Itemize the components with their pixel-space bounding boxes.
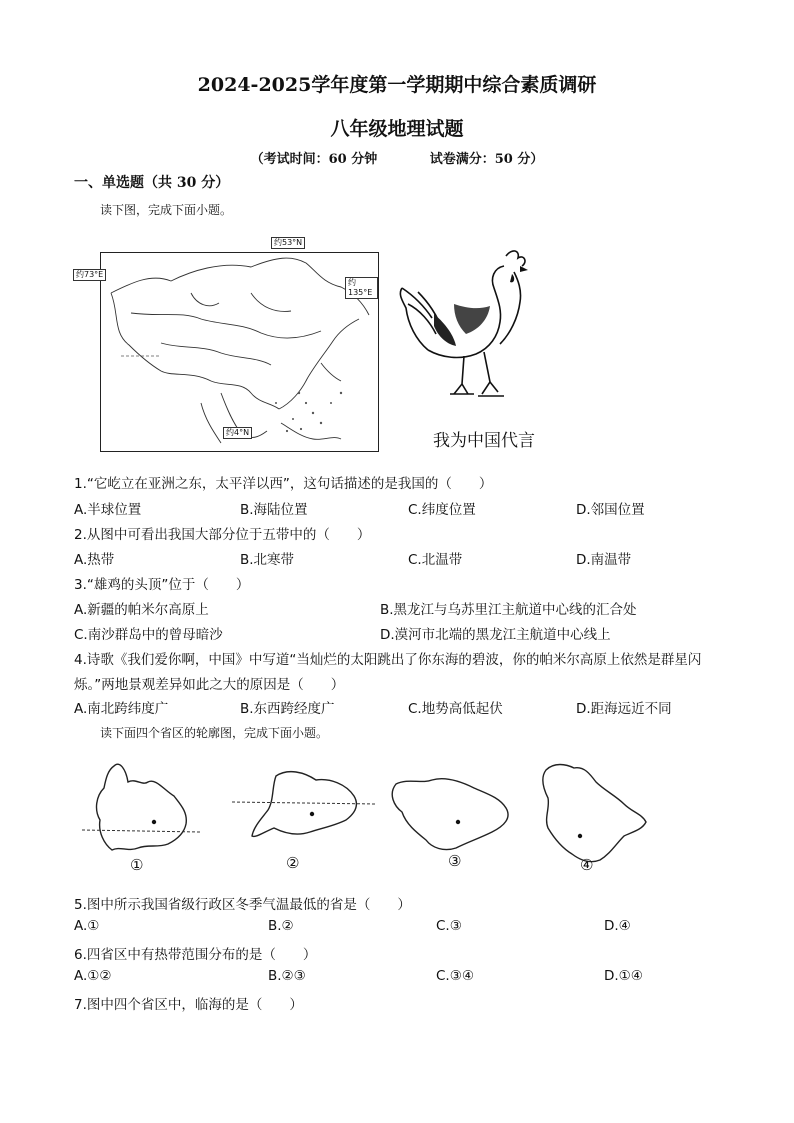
province-outlines-figure	[76, 752, 656, 878]
q3-option-c: C.南沙群岛中的曾母暗沙	[74, 627, 223, 643]
province-3-number: ③	[448, 852, 462, 870]
section-title: 一、单选题（共 30 分）	[74, 175, 230, 191]
question-1-stem: 1.“它屹立在亚洲之东，太平洋以西”，这句话描述的是我国的（ ）	[74, 476, 493, 492]
q5-option-b: B.②	[268, 918, 294, 934]
map-label-east: 约135°E	[345, 277, 378, 299]
q3-option-b: B.黑龙江与乌苏里江主航道中心线的汇合处	[380, 602, 637, 618]
province-outlines-drawing	[76, 752, 656, 878]
q4-option-a: A.南北跨纬度广	[74, 701, 169, 717]
rooster-caption: 我为中国代言	[433, 431, 535, 451]
q6-option-c: C.③④	[436, 968, 474, 984]
question-6-stem: 6.四省区中有热带范围分布的是（ ）	[74, 947, 317, 963]
q4-option-b: B.东西跨经度广	[240, 701, 335, 717]
question-4-stem-continued: 烁。”两地景观差异如此之大的原因是（ ）	[74, 677, 345, 693]
china-map-drawing	[101, 253, 378, 451]
q3-option-a: A.新疆的帕米尔高原上	[74, 602, 209, 618]
q3-option-d: D.漠河市北端的黑龙江主航道中心线上	[380, 627, 611, 643]
q6-option-a: A.①②	[74, 968, 112, 984]
province-2-number: ②	[286, 854, 300, 872]
q4-option-c: C.地势高低起伏	[408, 701, 503, 717]
question-4-stem: 4.诗歌《我们爱你啊，中国》中写道“当灿烂的太阳跳出了你东海的碧波，你的帕米尔高原上依然是群星闪	[74, 652, 702, 668]
province-1-number: ①	[130, 856, 144, 874]
exam-title: 2024-2025学年度第一学期期中综合素质调研	[197, 74, 597, 96]
question-2-stem: 2.从图中可看出我国大部分位于五带中的（ ）	[74, 527, 371, 543]
map-label-west: 约73°E	[73, 269, 106, 281]
q5-option-d: D.④	[604, 918, 631, 934]
full-score: 试卷满分：50 分）	[429, 152, 544, 167]
question-5-stem: 5.图中所示我国省级行政区冬季气温最低的省是（ ）	[74, 897, 411, 913]
map-label-south: 约4°N	[223, 427, 252, 439]
exam-time: （考试时间：60 分钟	[250, 152, 378, 167]
q2-option-c: C.北温带	[408, 552, 463, 568]
q2-option-a: A.热带	[74, 552, 115, 568]
q5-option-a: A.①	[74, 918, 100, 934]
exam-meta	[0, 148, 794, 167]
exam-subtitle: 八年级地理试题	[330, 118, 464, 140]
q1-option-d: D.邻国位置	[576, 502, 645, 518]
q2-option-d: D.南温带	[576, 552, 632, 568]
q4-option-d: D.距海远近不同	[576, 701, 672, 717]
province-4-number: ④	[580, 856, 594, 874]
instruction-1: 读下图，完成下面小题。	[100, 203, 233, 217]
q6-option-d: D.①④	[604, 968, 643, 984]
question-3-stem: 3.“雄鸡的头顶”位于（ ）	[74, 577, 250, 593]
china-map-figure	[76, 238, 379, 452]
q1-option-a: A.半球位置	[74, 502, 142, 518]
q5-option-c: C.③	[436, 918, 462, 934]
question-7-stem: 7.图中四个省区中，临海的是（ ）	[74, 997, 303, 1013]
rooster-icon	[394, 244, 534, 412]
q2-option-b: B.北寒带	[240, 552, 295, 568]
instruction-2: 读下面四个省区的轮廓图，完成下面小题。	[100, 726, 329, 740]
map-label-north: 约53°N	[271, 237, 305, 249]
q1-option-b: B.海陆位置	[240, 502, 308, 518]
q1-option-c: C.纬度位置	[408, 502, 476, 518]
q6-option-b: B.②③	[268, 968, 306, 984]
